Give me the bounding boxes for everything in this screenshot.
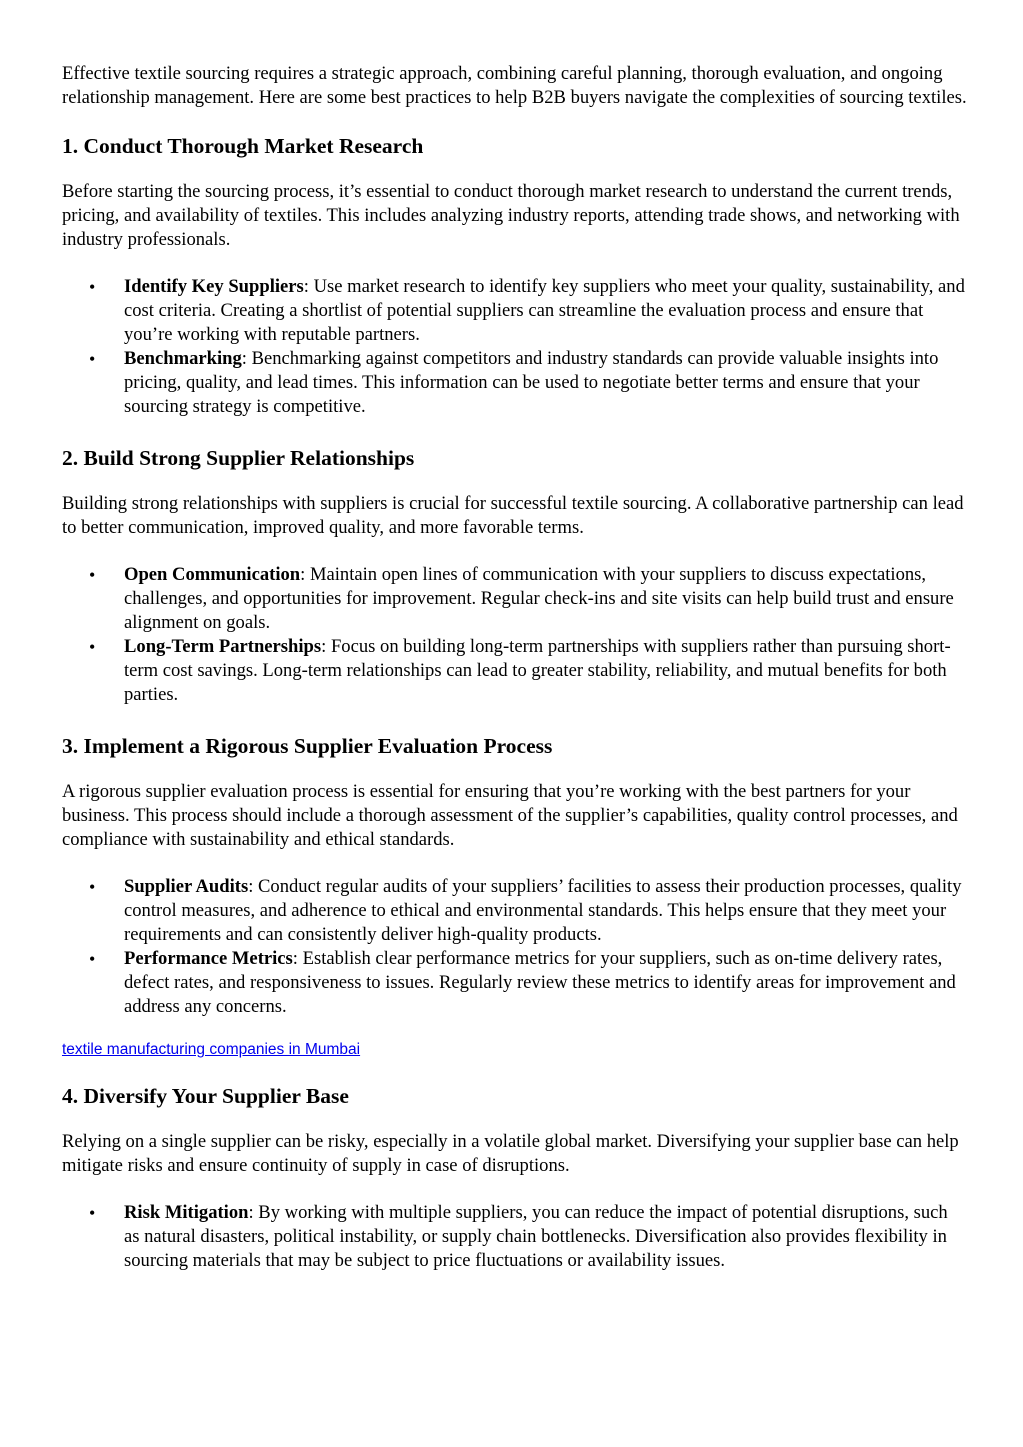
section-paragraph-diversify-suppliers: Relying on a single supplier can be risky, especially in a volatile global market. Diversifying your supplier base can help mitigate risks and ensure continuity of supply in case of disruptions. <box>62 1131 959 1176</box>
bullet-icon: • <box>89 637 96 657</box>
section-paragraph-supplier-evaluation: A rigorous supplier evaluation process is essential for ensuring that you’re working with the best partners for your business. This process should include a thorough assessment of the supplier’s capabilities, quality control processes, and compliance with sustainability and ethical standards. <box>62 781 958 850</box>
section-paragraph-supplier-relationships: Building strong relationships with suppliers is crucial for successful textile sourcing. A collaborative partnership can lead to better communication, improved quality, and more favorable terms. <box>62 493 964 538</box>
bullet-list-diversify-suppliers <box>62 1201 967 1273</box>
bullet-list-supplier-relationships <box>62 563 967 707</box>
bullet-term: Open Communication <box>124 564 301 585</box>
bullet-text: : Conduct regular audits of your suppliers’ facilities to assess their production processes, quality control measures, and adherence to ethical and environmental standards. This helps ensure that they meet your requirements and can consistently deliver high-quality products. <box>124 876 962 945</box>
bullet-icon: • <box>89 565 96 585</box>
bullet-term: Supplier Audits <box>124 876 249 897</box>
section-paragraph-market-research: Before starting the sourcing process, it’s essential to conduct thorough market research to understand the current trends, pricing, and availability of textiles. This includes analyzing industry reports, attending trade shows, and networking with industry professionals. <box>62 181 960 250</box>
bullet-text: : Maintain open lines of communication with your suppliers to discuss expectations, challenges, and opportunities for improvement. Regular check-ins and site visits can help build trust and ensure alignment on goals. <box>124 564 954 633</box>
bullet-text: : Use market research to identify key suppliers who meet your quality, sustainability, and cost criteria. Creating a shortlist of potential suppliers can streamline the evaluation process and ensure that you’re working with reputable partners. <box>124 276 965 345</box>
intro-paragraph: Effective textile sourcing requires a strategic approach, combining careful planning, thorough evaluation, and ongoing relationship management. Here are some best practices to help B2B buyers navigate the complexities of sourcing textiles. <box>62 63 967 108</box>
bullet-text: : Benchmarking against competitors and industry standards can provide valuable insights into pricing, quality, and lead times. This information can be used to negotiate better terms and ensure that your sourcing strategy is competitive. <box>124 348 939 417</box>
list-item <box>62 347 967 419</box>
section-heading-market-research: 1. Conduct Thorough Market Research <box>62 134 424 158</box>
bullet-text: : By working with multiple suppliers, you can reduce the impact of potential disruptions, such as natural disasters, political instability, or supply chain bottlenecks. Diversification also provides flexibility in sourcing materials that may be subject to price fluctuations or availability issues. <box>124 1202 948 1271</box>
bullet-icon: • <box>89 277 96 297</box>
textile-companies-link[interactable]: textile manufacturing companies in Mumbai <box>62 1041 361 1058</box>
bullet-term: Long-Term Partnerships <box>124 636 322 657</box>
bullet-icon: • <box>89 349 96 369</box>
bullet-text: : Establish clear performance metrics for your suppliers, such as on-time delivery rates, defect rates, and responsiveness to issues. Regularly review these metrics to identify areas for improvement and address any concerns. <box>124 948 956 1017</box>
bullet-term: Benchmarking <box>124 348 242 369</box>
bullet-list-market-research <box>62 275 967 419</box>
bullet-icon: • <box>89 949 96 969</box>
list-item <box>62 947 967 1019</box>
bullet-list-supplier-evaluation <box>62 875 967 1019</box>
list-item <box>62 875 967 947</box>
bullet-text: : Focus on building long-term partnerships with suppliers rather than pursuing short-term cost savings. Long-term relationships can lead to greater stability, reliability, and mutual benefits for both parties. <box>124 636 951 705</box>
bullet-term: Performance Metrics <box>124 948 293 969</box>
bullet-icon: • <box>89 877 96 897</box>
list-item <box>62 275 967 347</box>
bullet-term: Risk Mitigation <box>124 1202 249 1223</box>
bullet-icon: • <box>89 1203 96 1223</box>
section-heading-supplier-relationships: 2. Build Strong Supplier Relationships <box>62 446 415 470</box>
section-heading-diversify-suppliers: 4. Diversify Your Supplier Base <box>62 1084 349 1108</box>
bullet-term: Identify Key Suppliers <box>124 276 304 297</box>
list-item <box>62 563 967 635</box>
document-page <box>62 62 967 1273</box>
list-item <box>62 635 967 707</box>
list-item <box>62 1201 967 1273</box>
section-heading-supplier-evaluation: 3. Implement a Rigorous Supplier Evaluation Process <box>62 734 553 758</box>
